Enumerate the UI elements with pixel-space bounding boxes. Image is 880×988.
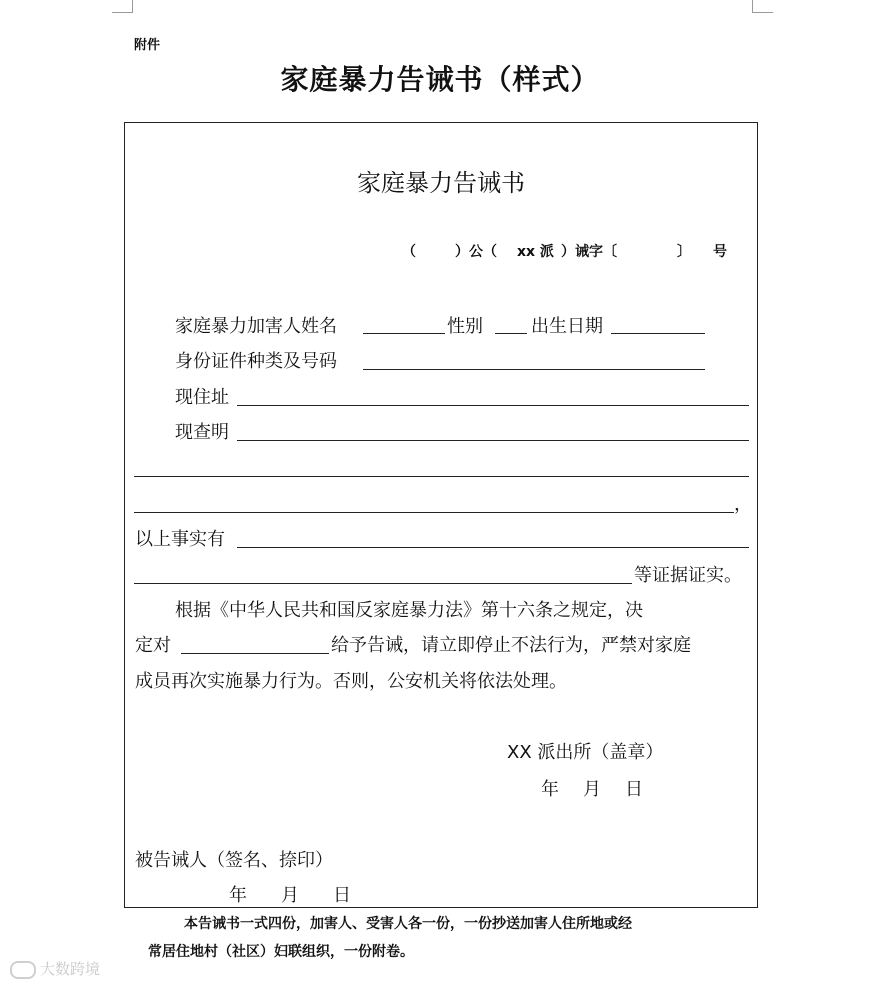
evidence-suffix: 等证据证实。 <box>634 565 742 586</box>
form-frame <box>124 122 758 908</box>
recipient-date-month: 月 <box>281 885 299 906</box>
recipient-date-day: 日 <box>333 885 351 906</box>
ref-gong-label: ）公（ <box>455 244 497 260</box>
address-line[interactable] <box>237 405 749 406</box>
watermark-logo-icon <box>10 961 36 979</box>
ref-bracket-close: 〕 <box>677 244 691 260</box>
offender-name-line[interactable] <box>363 333 445 334</box>
issuer-date-month: 月 <box>583 779 601 800</box>
watermark <box>10 958 100 979</box>
recipient-name-line[interactable] <box>181 653 329 654</box>
page-corner-mark-right <box>752 0 773 13</box>
findings-comma: ， <box>734 494 752 515</box>
gender-line[interactable] <box>495 333 527 334</box>
birth-date-line[interactable] <box>611 333 705 334</box>
footnote <box>148 910 758 966</box>
findings-line-3[interactable] <box>134 512 734 513</box>
legal-para-line-2-suffix: 给予告诫，请立即停止不法行为，严禁对家庭 <box>331 635 691 656</box>
id-type-number-line[interactable] <box>363 369 705 370</box>
issuer-date-day: 日 <box>625 779 643 800</box>
issuer-stamp-label: XX 派出所（盖章） <box>507 742 664 763</box>
page-title: 家庭暴力告诫书（样式） <box>280 63 600 96</box>
findings-line-1[interactable] <box>237 440 749 441</box>
id-type-number-label: 身份证件种类及号码 <box>175 351 337 372</box>
issuer-date-year: 年 <box>541 779 559 800</box>
ref-code-label: ）诫字〔 <box>561 244 617 260</box>
evidence-line[interactable] <box>134 583 632 584</box>
offender-name-label: 家庭暴力加害人姓名 <box>175 316 337 337</box>
findings-line-2[interactable] <box>134 476 749 477</box>
gender-label: 性别 <box>447 316 483 337</box>
legal-para-line-1: 根据《中华人民共和国反家庭暴力法》第十六条之规定，决 <box>175 600 643 621</box>
page-corner-mark-left <box>112 0 133 13</box>
birth-date-label: 出生日期 <box>531 316 603 337</box>
ref-open-paren: （ <box>402 244 416 260</box>
ref-station: xx 派 <box>517 244 554 260</box>
attachment-label: 附件 <box>134 38 161 53</box>
footnote-line-1: 本告诫书一式四份，加害人、受害人各一份，一份抄送加害人住所地或经 <box>184 916 632 932</box>
findings-label: 现查明 <box>175 422 229 443</box>
legal-para-line-2-prefix: 定对 <box>135 635 171 656</box>
watermark-text: 大数跨境 <box>40 960 101 978</box>
footnote-line-2: 常居住地村（社区）妇联组织，一份附卷。 <box>148 944 414 960</box>
facts-label: 以上事实有 <box>135 529 225 550</box>
address-label: 现住址 <box>175 387 229 408</box>
ref-number-label: 号 <box>713 244 727 260</box>
recipient-signature-label: 被告诫人（签名、捺印） <box>135 850 333 871</box>
legal-para-line-3: 成员再次实施暴力行为。否则，公安机关将依法处理。 <box>135 671 567 692</box>
recipient-date-year: 年 <box>229 885 247 906</box>
form-title: 家庭暴力告诫书 <box>357 169 525 197</box>
facts-line[interactable] <box>237 547 749 548</box>
